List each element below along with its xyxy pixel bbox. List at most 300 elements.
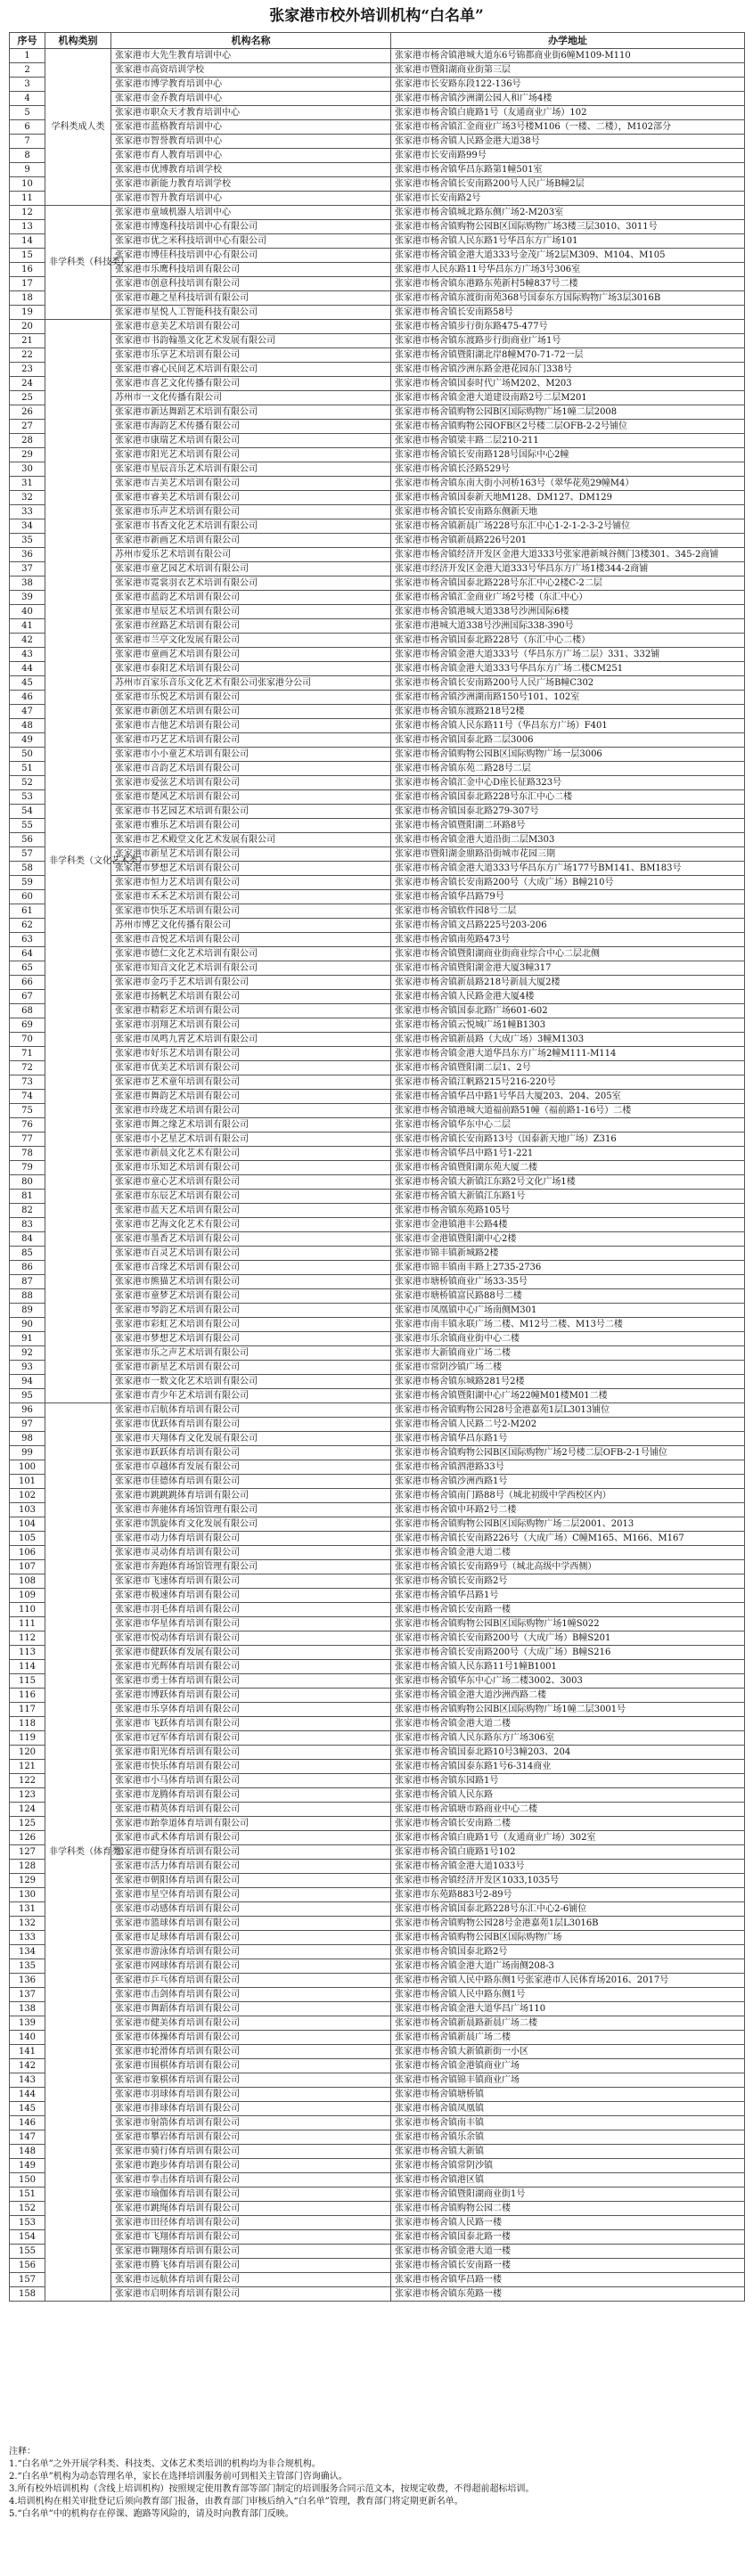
institution-address: 张家港市杨舍镇华昌路一楼 [391,2273,745,2287]
institution-address: 张家港市杨舍镇人民东路1号华昌东方广场101 [391,234,745,249]
row-number: 73 [10,1075,45,1090]
institution-address: 张家港市杨舍镇购物公园B区国际购物广场1幢二层2008 [391,405,745,420]
institution-name: 张家港市跃跃体育培训有限公司 [111,1446,391,1460]
institution-name: 张家港市墨香艺术培训有限公司 [111,1232,391,1247]
row-number: 26 [10,405,45,420]
table-row [10,1289,745,1304]
row-number: 12 [10,206,45,220]
institution-address: 张家港市港城大道338号沙洲国际338-390号 [391,619,745,634]
institution-address: 张家港市杨舍镇新晨广场二楼 [391,2031,745,2045]
institution-name: 张家港市龙腾体育培训有限公司 [111,1788,391,1803]
table-row [10,862,745,876]
institution-name: 张家港市凤鸣九霄艺术培训有限公司 [111,1033,391,1047]
institution-name: 张家港市博学教育培训中心 [111,78,391,92]
table-row [10,1218,745,1232]
institution-name: 张家港市动力体育培训有限公司 [111,1532,391,1546]
institution-address: 张家港市杨舍镇长安南路2号 [391,1574,745,1589]
row-number: 69 [10,1018,45,1033]
row-number: 56 [10,833,45,847]
table-row [10,1232,745,1247]
institution-address: 张家港市杨舍镇长安南路一楼 [391,2259,745,2273]
institution-name: 张家港市羽翔艺术培训有限公司 [111,1018,391,1033]
row-number: 70 [10,1033,45,1047]
table-row [10,491,745,505]
row-number: 149 [10,2159,45,2173]
institution-address: 张家港市杨舍镇长安南路226号（大成广场）C幢M165、M166、M167 [391,1532,745,1546]
row-number: 76 [10,1118,45,1133]
row-number: 7 [10,135,45,149]
institution-address: 张家港市杨舍镇购物公园28号金港嘉苑1层L3016B [391,1917,745,1931]
institution-name: 张家港市冠军体育培训有限公司 [111,1731,391,1746]
table-row [10,462,745,477]
institution-name: 张家港市新星艺术培训有限公司 [111,847,391,862]
institution-address: 张家港市塘桥镇富民路88号二楼 [391,1289,745,1304]
institution-address: 张家港市杨舍镇金港镇商业广场 [391,2059,745,2073]
row-number: 14 [10,234,45,249]
institution-name: 张家港市拳击体育培训有限公司 [111,2173,391,2188]
table-row [10,1945,745,1959]
institution-address: 张家港市杨舍镇华昌东路第1幢501室 [391,163,745,177]
table-row [10,78,745,92]
table-row [10,334,745,348]
institution-name: 张家港市健跃体育发展有限公司 [111,1646,391,1660]
table-row [10,2216,745,2230]
institution-name: 张家港市小小童艺术培训有限公司 [111,748,391,762]
institution-name: 张家港市乐鹰科技培训有限公司 [111,263,391,277]
table-row [10,1560,745,1574]
table-row [10,1375,745,1389]
institution-address: 张家港市杨舍镇港城大道东6号锦都商业街6幢M109-M110 [391,49,745,63]
row-number: 3 [10,78,45,92]
institution-name: 张家港市瑜伽体育培训有限公司 [111,2188,391,2202]
institution-address: 张家港市杨舍镇长安南路二楼 [391,1817,745,1831]
table-row [10,1860,745,1874]
row-number: 109 [10,1589,45,1603]
institution-address: 张家港市锦丰镇新城路2楼 [391,1247,745,1261]
table-row [10,192,745,206]
institution-name: 张家港市蓝韵艺术培训有限公司 [111,591,391,605]
institution-name: 张家港市阳光艺术培训有限公司 [111,448,391,462]
table-row [10,63,745,78]
row-number: 92 [10,1346,45,1361]
table-row [10,947,745,961]
row-number: 75 [10,1104,45,1118]
institution-address: 张家港市杨舍镇金港大道沿街二层M303 [391,833,745,847]
table-row [10,776,745,790]
table-row [10,1803,745,1817]
table-row [10,320,745,334]
row-number: 116 [10,1689,45,1703]
institution-name: 张家港市舞韵艺术培训有限公司 [111,1090,391,1104]
row-number: 83 [10,1218,45,1232]
note-item: 3.所有校外培训机构（含线上培训机构）按照规定使用教育部等部门制定的培训服务合同示范文本，按规定收费，不得超前超标培训。 [9,2484,535,2494]
row-number: 52 [10,776,45,790]
table-row [10,1190,745,1204]
institution-name: 张家港市朝阳体育培训有限公司 [111,1874,391,1888]
row-number: 105 [10,1532,45,1546]
table-row [10,691,745,705]
row-number: 45 [10,676,45,691]
table-row [10,1674,745,1689]
institution-name: 张家港市趣之星科技培训有限公司 [111,291,391,306]
institution-address: 张家港市杨舍镇华昌中路1号华昌大厦203、204、205室 [391,1090,745,1104]
table-row [10,1617,745,1631]
institution-name: 张家港市新达舞蹈艺术培训有限公司 [111,405,391,420]
table-row [10,1503,745,1517]
table-row [10,363,745,377]
institution-name: 张家港市音缘艺术培训有限公司 [111,1261,391,1275]
row-number: 156 [10,2259,45,2273]
table-row [10,1446,745,1460]
table-row [10,348,745,363]
table-row [10,1845,745,1860]
institution-address: 张家港市杨舍镇白鹿路1号（友通商业广场）302室 [391,1831,745,1845]
table-row [10,277,745,291]
institution-name: 张家港市丝路艺术培训有限公司 [111,619,391,634]
institution-name: 苏州市百家乐音乐文化艺术有限公司张家港分公司 [111,676,391,691]
institution-address: 张家港市锦丰镇南丰路上2735-2736 [391,1261,745,1275]
institution-name: 张家港市翱翔体育培训有限公司 [111,2245,391,2259]
institution-name: 张家港市青少年艺术培训有限公司 [111,1389,391,1403]
table-row [10,149,745,163]
institution-name: 苏州市爱乐艺术培训有限公司 [111,548,391,562]
institution-name: 张家港市乐知艺术培训有限公司 [111,1161,391,1175]
institution-name: 张家港市童域机器人培训中心 [111,206,391,220]
institution-address: 张家港市杨舍镇人民东路11号（华昌东方广场）F401 [391,719,745,733]
document-title: 张家港市校外培训机构“白名单” [269,7,484,25]
institution-address: 张家港市杨舍镇华东中心广场二楼3002、3003 [391,1674,745,1689]
table-row [10,2073,745,2088]
institution-name: 张家港市跑步体育培训有限公司 [111,2159,391,2173]
institution-name: 张家港市飞跃体育培训有限公司 [111,1717,391,1731]
table-row [10,1532,745,1546]
table-row [10,933,745,947]
table-row [10,234,745,249]
row-number: 147 [10,2130,45,2145]
institution-address: 张家港市杨舍镇东南大街小河桥163号（翠华花苑29幢M4） [391,477,745,491]
row-number: 11 [10,192,45,206]
table-row [10,2059,745,2073]
row-number: 41 [10,619,45,634]
table-row [10,705,745,719]
institution-name: 张家港市活力体育培训有限公司 [111,1860,391,1874]
row-number: 130 [10,1888,45,1902]
institution-address: 张家港市杨舍镇塘桥镇 [391,2088,745,2102]
institution-address: 张家港市杨舍镇人民中路东侧1号 [391,1988,745,2002]
institution-name: 张家港市艺术童年培训有限公司 [111,1075,391,1090]
institution-name: 张家港市兰亭文化发展有限公司 [111,634,391,648]
row-number: 127 [10,1845,45,1860]
table-row [10,2031,745,2045]
institution-address: 张家港市杨舍镇华昌路79号 [391,890,745,904]
row-number: 79 [10,1161,45,1175]
institution-address: 张家港市杨舍镇东苑路105号 [391,1204,745,1218]
institution-address: 张家港市杨舍镇大新镇 [391,2145,745,2159]
row-number: 13 [10,220,45,234]
institution-address: 张家港市杨舍镇新晨路（大成广场）3幢M1303 [391,1033,745,1047]
institution-name: 张家港市飞翔体育培训有限公司 [111,2230,391,2245]
row-number: 140 [10,2031,45,2045]
note-item: 1.“白名单”之外开展学科类、科技类、文体艺术类培训的机构均为非合规机构。 [9,2459,321,2469]
table-row [10,1546,745,1560]
table-row [10,391,745,405]
institution-name: 张家港市乐享体育培训有限公司 [111,1703,391,1717]
institution-address: 张家港市杨舍镇购物公园B区国际购物广场1幢二层3001号 [391,1703,745,1717]
table-row [10,1432,745,1446]
table-row [10,177,745,192]
institution-name: 苏州市一文化传播有限公司 [111,391,391,405]
institution-name: 张家港市羽毛体育培训有限公司 [111,1603,391,1617]
row-number: 28 [10,434,45,448]
table-row [10,220,745,234]
institution-name: 张家港市梦想艺术培训有限公司 [111,862,391,876]
institution-address: 张家港市杨舍镇人民路一楼 [391,2216,745,2230]
table-row [10,2102,745,2116]
institution-address: 张家港市杨舍镇南苑路473号 [391,933,745,947]
institution-address: 张家港市杨舍镇人民路金港大道38号 [391,135,745,149]
institution-address: 张家港市杨舍镇长安南路200号人民广场B幢2层 [391,177,745,192]
institution-name: 张家港市羽球体育培训有限公司 [111,2088,391,2102]
table-row [10,92,745,106]
institution-address: 张家港市杨舍镇长泾路529号 [391,462,745,477]
institution-address: 张家港市杨舍镇购物公园B区国际购物广场 [391,1931,745,1945]
row-number: 24 [10,377,45,391]
institution-name: 张家港市星辰音乐艺术培训有限公司 [111,462,391,477]
institution-address: 张家港市杨舍镇沙洲湖公园人和广场4楼 [391,92,745,106]
institution-name: 张家港市跆拳道体育培训有限公司 [111,1817,391,1831]
row-number: 67 [10,990,45,1004]
institution-address: 张家港市杨舍镇经济开发区金港大道333号张家港新城谷侧门3楼301、345-2商铺 [391,548,745,562]
table-row [10,1902,745,1917]
institution-name: 张家港市梦想艺术培训有限公司 [111,1332,391,1346]
institution-address: 张家港市杨舍镇金港大道建设南路2号二层M201 [391,391,745,405]
table-row [10,1646,745,1660]
table-row [10,534,745,548]
institution-address: 张家港市杨舍镇金港大道333号华昌东方广场177号BM141、BM183号 [391,862,745,876]
institution-name: 张家港市快乐体育培训有限公司 [111,1760,391,1774]
institution-address: 张家港市杨舍镇金港大道华昌广场110 [391,2002,745,2016]
row-number: 35 [10,534,45,548]
table-row [10,106,745,120]
table-row [10,1104,745,1118]
table-row [10,2159,745,2173]
row-number: 88 [10,1289,45,1304]
row-number: 157 [10,2273,45,2287]
institution-address: 张家港市南丰镇永联广场二楼、M12号二楼、M13号二楼 [391,1318,745,1332]
institution-address: 张家港市杨舍镇国泰北路二层3006 [391,733,745,748]
institution-name: 苏州市博艺文化传播有限公司 [111,919,391,933]
institution-name: 张家港市扬帆艺术培训有限公司 [111,990,391,1004]
institution-address: 张家港市杨舍镇汇金商业广场3号楼M106（一楼、二楼），M102部分 [391,120,745,135]
institution-address: 张家港市杨舍镇长安南路200号人民广场B幢C302 [391,676,745,691]
table-row [10,1489,745,1503]
institution-name: 张家港市大先生教育培训中心 [111,49,391,63]
institution-address: 张家港市杨舍镇暨阳湖二环路8号 [391,819,745,833]
table-row [10,1261,745,1275]
institution-name: 张家港市吉美艺术培训有限公司 [111,477,391,491]
table-row [10,477,745,491]
table-row [10,1974,745,1988]
row-number: 8 [10,149,45,163]
row-number: 6 [10,120,45,135]
institution-address: 张家港市杨舍镇购物公园二楼 [391,2202,745,2216]
institution-name: 张家港市华星体育培训有限公司 [111,1617,391,1631]
row-number: 146 [10,2116,45,2130]
institution-name: 张家港市游泳体育培训有限公司 [111,1945,391,1959]
category-cell: 非学科类（文化艺术类） [45,320,111,1403]
table-row [10,1760,745,1774]
institution-address: 张家港市杨舍镇长安南路一楼 [391,1603,745,1617]
row-number: 139 [10,2016,45,2031]
institution-name: 张家港市启明体育培训有限公司 [111,2287,391,2302]
table-row [10,605,745,619]
institution-name: 张家港市乐悦艺术培训有限公司 [111,691,391,705]
institution-address: 张家港市杨舍镇暨阳湖金港大厦3幢317 [391,961,745,976]
institution-address: 张家港市杨舍镇云悦城广场1幢B1303 [391,1018,745,1033]
table-row [10,1817,745,1831]
institution-name: 张家港市禾禾艺术培训有限公司 [111,890,391,904]
institution-name: 张家港市霓裳羽衣艺术培训有限公司 [111,577,391,591]
institution-name: 张家港市佳德体育培训有限公司 [111,1475,391,1489]
row-number: 144 [10,2088,45,2102]
institution-name: 张家港市童艺园艺术培训有限公司 [111,562,391,577]
row-number: 82 [10,1204,45,1218]
institution-address: 张家港市杨舍镇沙洲湖南路150号101、102室 [391,691,745,705]
institution-address: 张家港市杨舍镇人民中路东侧1号张家港市人民体育场2016、2017号 [391,1974,745,1988]
row-number: 53 [10,790,45,805]
institution-name: 张家港市创意科技培训有限公司 [111,277,391,291]
institution-address: 张家港市杨舍镇国泰北路广场601-602 [391,1004,745,1018]
institution-address: 张家港市杨舍镇长安南路9号（城北高级中学西侧） [391,1560,745,1574]
institution-address: 张家港市杨舍镇锦丰镇商业广场 [391,2073,745,2088]
table-row [10,1631,745,1646]
row-number: 46 [10,691,45,705]
institution-name: 张家港市动感体育培训有限公司 [111,1902,391,1917]
row-number: 135 [10,1959,45,1974]
institution-address: 张家港市杨舍镇塘市路商业中心二楼 [391,1803,745,1817]
institution-address: 张家港市杨舍镇大新镇江东路1号 [391,1190,745,1204]
row-number: 148 [10,2145,45,2159]
institution-address: 张家港市杨舍镇人民东路11号1幢B1001 [391,1660,745,1674]
institution-name: 张家港市金巧手艺术培训有限公司 [111,976,391,990]
institution-name: 张家港市篮球体育培训有限公司 [111,1917,391,1931]
institution-address: 张家港市常阴沙镇广场二楼 [391,1361,745,1375]
institution-name: 张家港市射箭体育培训有限公司 [111,2116,391,2130]
table-row [10,1731,745,1746]
table-row [10,805,745,819]
row-number: 142 [10,2059,45,2073]
row-number: 151 [10,2188,45,2202]
table-row [10,1133,745,1147]
table-row [10,2230,745,2245]
institution-address: 张家港市杨舍镇暨阳湖二层1、2号 [391,1061,745,1075]
row-number: 55 [10,819,45,833]
table-row [10,1004,745,1018]
institution-address: 张家港市杨舍镇购物公园B区国际购物广场二层2001、2013 [391,1517,745,1532]
institution-address: 张家港市杨舍镇中环路2号二楼 [391,1503,745,1517]
table-row [10,1275,745,1289]
row-number: 64 [10,947,45,961]
table-row [10,719,745,733]
institution-address: 张家港市杨舍镇东城路281号2楼 [391,1375,745,1389]
table-row [10,748,745,762]
institution-name: 张家港市乐享艺术培训有限公司 [111,348,391,363]
institution-address: 张家港市杨舍镇暨阳湖中心广场22幢M01楼M01二楼 [391,1389,745,1403]
institution-name: 张家港市勇士体育培训有限公司 [111,1674,391,1689]
institution-address: 张家港市暨阳湖商业街第三层 [391,63,745,78]
institution-address: 张家港市杨舍镇购物公园OFB区2号楼二层OFB-2-2号铺位 [391,420,745,434]
row-number: 115 [10,1674,45,1689]
row-number: 93 [10,1361,45,1375]
institution-address: 张家港市杨舍镇东苑二路28号二层 [391,762,745,776]
table-row [10,648,745,662]
institution-address: 张家港市杨舍镇华昌路1号 [391,1589,745,1603]
institution-name: 张家港市童画艺术培训有限公司 [111,648,391,662]
table-row [10,120,745,135]
row-number: 54 [10,805,45,819]
table-row [10,1717,745,1731]
row-number: 29 [10,448,45,462]
row-number: 21 [10,334,45,348]
institution-name: 张家港市武术体育培训有限公司 [111,1831,391,1845]
row-number: 97 [10,1418,45,1432]
whitelist-table [9,32,745,2302]
table-row [10,1888,745,1902]
table-row [10,1090,745,1104]
institution-name: 张家港市星辰艺术培训有限公司 [111,605,391,619]
institution-name: 张家港市优跃体育培训有限公司 [111,1418,391,1432]
table-row [10,1689,745,1703]
institution-address: 张家港市杨舍镇南门路88号（城北初级中学西校区内） [391,1489,745,1503]
row-number: 85 [10,1247,45,1261]
table-row [10,2002,745,2016]
institution-name: 张家港市新星艺术培训有限公司 [111,1361,391,1375]
institution-name: 张家港市象棋体育培训有限公司 [111,2073,391,2088]
row-number: 44 [10,662,45,676]
institution-name: 张家港市海韵艺术传播有限公司 [111,420,391,434]
institution-address: 张家港市杨舍镇金港大道333号华昌东方广场二楼CM251 [391,662,745,676]
institution-name: 张家港市玲珑艺术培训有限公司 [111,1104,391,1118]
row-number: 102 [10,1489,45,1503]
note-item: 5.“白名单”中的机构存在停课、跑路等风险的，请及时向教育部门反映。 [9,2509,294,2519]
institution-name: 张家港市金乔教育培训中心 [111,92,391,106]
institution-name: 张家港市乒乓体育培训有限公司 [111,1974,391,1988]
row-number: 42 [10,634,45,648]
institution-name: 张家港市腾飞体育培训有限公司 [111,2259,391,2273]
institution-address: 张家港市杨舍镇金港大道华昌东方广场2幢M111-M114 [391,1047,745,1061]
table-row [10,1589,745,1603]
row-number: 131 [10,1902,45,1917]
note-item: 4.培训机构在相关审批登记后须向教育部门报备，由教育部门审核后纳入“白名单”管理，教育部门将定期更新名单。 [9,2497,463,2506]
institution-address: 张家港市人民东路11号华昌东方广场3号306室 [391,263,745,277]
table-row [10,420,745,434]
institution-address: 张家港市杨舍镇购物公园B区国际购物广场1幢S022 [391,1617,745,1631]
institution-name: 张家港市极速体育培训有限公司 [111,1589,391,1603]
institution-address: 张家港市杨舍镇梁丰路二层210-211 [391,434,745,448]
row-number: 154 [10,2230,45,2245]
table-row [10,676,745,691]
institution-name: 张家港市启航体育培训有限公司 [111,1403,391,1418]
row-number: 2 [10,63,45,78]
table-row [10,1247,745,1261]
institution-address: 张家港市杨舍镇国泰北路228号（东汇中心二楼） [391,634,745,648]
row-number: 66 [10,976,45,990]
header-category: 机构类别 [45,33,111,49]
row-number: 108 [10,1574,45,1589]
institution-address: 张家港市杨舍镇大新镇新街一小区 [391,2045,745,2059]
institution-address: 张家港市杨舍镇东渡路步行街商业广场1号 [391,334,745,348]
institution-name: 张家港市楚风艺术培训有限公司 [111,790,391,805]
